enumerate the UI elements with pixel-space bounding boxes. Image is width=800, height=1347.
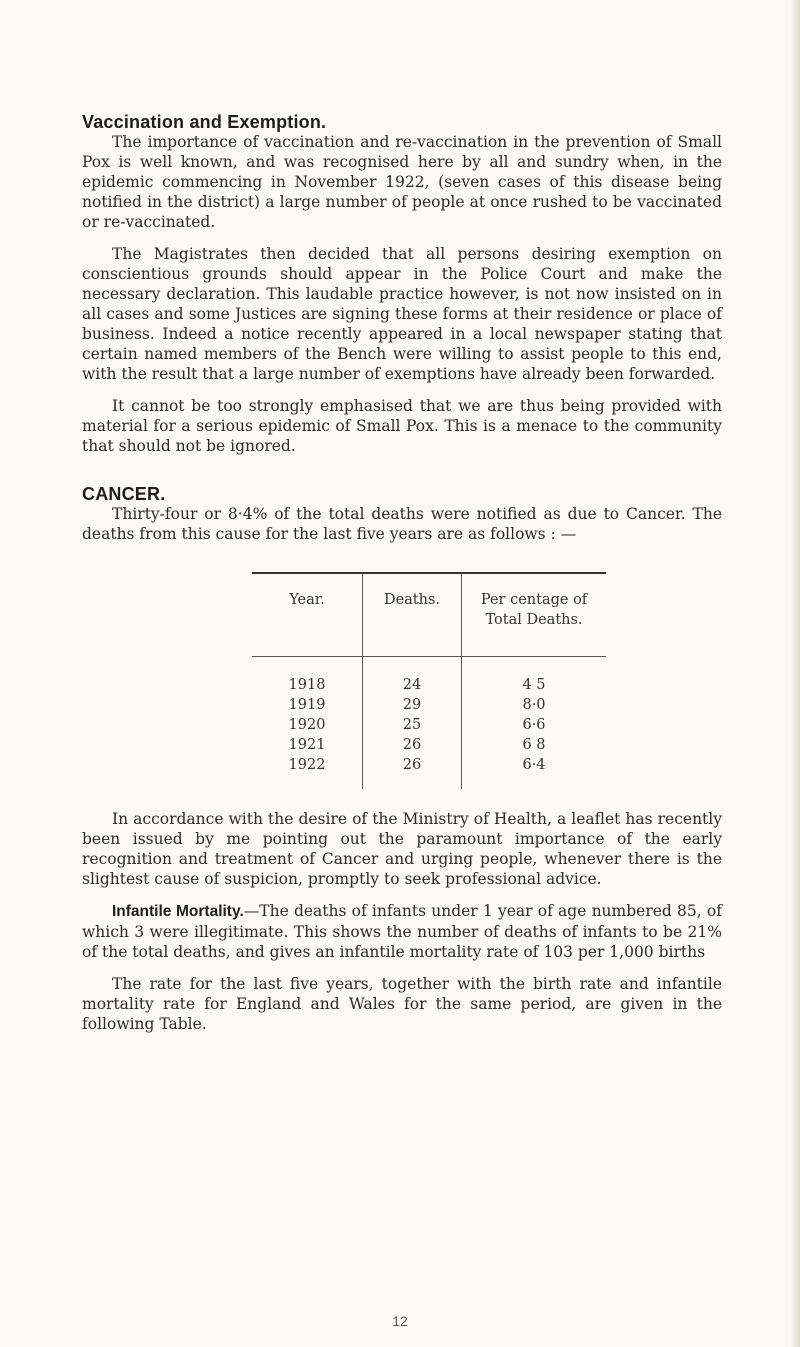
cancer-paragraph-2: In accordance with the desire of the Ministry of Health, a leaflet has recently been issued by me pointing out the paramount importance of the early recognition and treatment of Cancer and urging people, whenever there is the slightest cause of suspicion, promptly to seek professional advice. <box>82 810 722 888</box>
header-year: Year. <box>252 573 363 657</box>
header-deaths: Deaths. <box>363 573 462 657</box>
cell-year: 1919 <box>252 695 363 715</box>
infantile-paragraph-2: The rate for the last five years, together with the birth rate and infantile mortality rate for England and Wales for the same period, are given in the following Table. <box>82 975 722 1033</box>
cell-percentage: 6·4 <box>522 757 546 773</box>
cell-deaths: 29 <box>363 695 462 715</box>
document-page <box>82 112 722 1034</box>
cell-year: 1922 <box>252 755 363 789</box>
table-row <box>252 695 606 715</box>
cell-year: 1920 <box>252 715 363 735</box>
cell-deaths: 26 <box>363 755 462 789</box>
vaccination-heading: Vaccination and Exemption. <box>82 112 327 132</box>
cell-percentage: 6 8 <box>522 737 546 753</box>
cell-year: 1921 <box>252 735 363 755</box>
table-row <box>252 657 606 696</box>
infantile-paragraph-1 <box>82 901 722 962</box>
page-number: 12 <box>392 1313 408 1329</box>
table-row <box>252 735 606 755</box>
cancer-heading: CANCER. <box>82 484 166 504</box>
vaccination-paragraph-1: The importance of vaccination and re-vaccination in the prevention of Small Pox is well known, and was recognised here by all and sundry when, in the epidemic commencing in November 1922, (seven cases of this disease being notified in the district) a large number of people at once rushed to be vaccinated or re-vaccinated. <box>82 133 722 231</box>
cell-percentage: 4 5 <box>522 677 546 693</box>
infantile-text: —The deaths of infants under 1 year of age numbered 85, of which 3 were illegitimate. This shows the number of deaths of infants to be 21% of the total deaths, and gives an infantile mortality rate of 103 per 1,000 births <box>82 902 722 961</box>
cell-deaths: 25 <box>363 715 462 735</box>
cell-year: 1918 <box>252 657 363 696</box>
table-row <box>252 715 606 735</box>
cell-percentage: 8·0 <box>522 697 546 713</box>
cell-deaths: 24 <box>363 657 462 696</box>
table-row <box>252 755 606 789</box>
header-percentage: Per centage of Total Deaths. <box>462 573 607 657</box>
table-header-row <box>252 573 606 657</box>
vaccination-paragraph-2: The Magistrates then decided that all persons desiring exemption on conscientious grounds should appear in the Police Court and make the necessary declaration. This laudable practice however, is not now insisted on in all cases and some Justices are signing these forms at their residence or place of business. Indeed a notice recently appeared in a local newspaper stating that certain named members of the Bench were willing to assist people to this end, with the result that a large number of exemptions have already been forwarded. <box>82 245 722 383</box>
vaccination-paragraph-3: It cannot be too strongly emphasised that we are thus being provided with material for a serious epidemic of Small Pox. This is a menace to the community that should not be ignored. <box>82 397 722 455</box>
infantile-heading: Infantile Mortality. <box>112 903 244 920</box>
page-edge-shadow <box>790 0 800 1347</box>
cell-percentage: 6·6 <box>522 717 546 733</box>
cell-deaths: 26 <box>363 735 462 755</box>
cancer-paragraph-1: Thirty-four or 8·4% of the total deaths were notified as due to Cancer. The deaths from this cause for the last five years are as follows : — <box>82 505 722 543</box>
cancer-deaths-table <box>252 572 606 789</box>
